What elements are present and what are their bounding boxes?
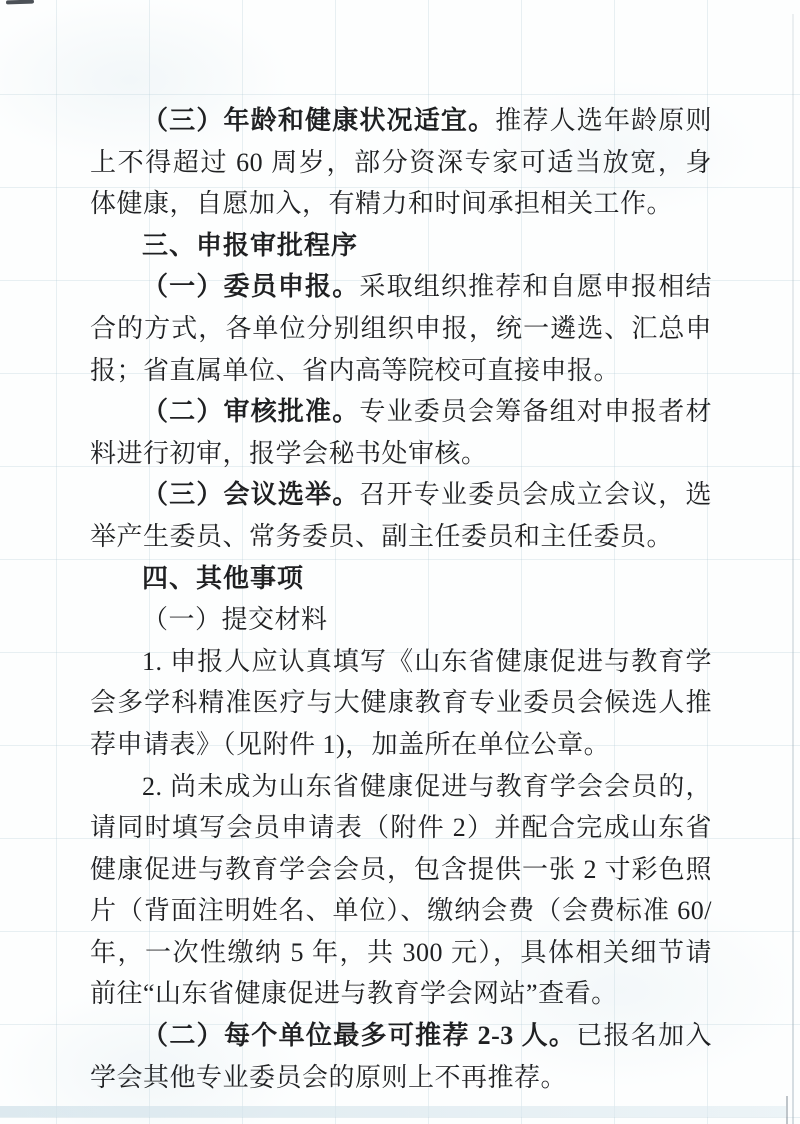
- scan-artifact-top-left-mark: [6, 0, 34, 4]
- paragraph-meeting-election: [90, 474, 712, 557]
- paragraph-review-approval: [90, 391, 712, 474]
- paragraph-recommendation-limit: [90, 1015, 712, 1098]
- paragraph-text: 已报名加入学会其他专业委员会的原则上不再推荐。: [90, 1021, 712, 1092]
- scan-artifact-right-paper-edge: [792, 14, 794, 1124]
- paragraph-text: 采取组织推荐和自愿申报相结合的方式，各单位分别组织申报，统一遴选、汇总申报；省直属单位、省内高等院校可直接申报。: [90, 272, 712, 385]
- paragraph-lead: （二）审核批准。: [142, 397, 360, 427]
- paragraph-lead: （三）会议选举。: [142, 480, 360, 510]
- paragraph-submit-materials-subheading: [90, 599, 712, 641]
- paragraph-lead: （三）年龄和健康状况适宜。: [142, 106, 496, 135]
- paragraph-lead: （二）每个单位最多可推荐 2-3 人。: [142, 1021, 577, 1051]
- paragraph-text: 推荐人选年龄原则上不得超过 60 周岁，部分资深专家可适当放宽，身体健康，自愿加入，有精力和时间承担相关工作。: [90, 106, 712, 219]
- section-heading-application-approval-procedure: 三、申报审批程序: [142, 229, 359, 260]
- scan-artifact-bottom-shadow-band: [0, 1106, 786, 1117]
- section-heading-other-matters: 四、其他事项: [142, 562, 305, 593]
- paragraph-text: （一）提交材料: [142, 605, 328, 635]
- paragraph-membership-item-2: [90, 766, 712, 1016]
- paragraph-text: 专业委员会筹备组对申报者材料进行初审，报学会秘书处审核。: [90, 397, 712, 468]
- paragraph-age-health-requirement: [90, 100, 712, 225]
- paragraph-lead: （一）委员申报。: [142, 272, 360, 302]
- paragraph-application-form-item-1: [90, 641, 712, 766]
- paragraph-text: 召开专业委员会成立会议，选举产生委员、常务委员、副主任委员和主任委员。: [90, 480, 712, 551]
- paragraph-member-application: [90, 266, 712, 391]
- document-body: [90, 100, 712, 1098]
- paragraph-text: 1. 申报人应认真填写《山东省健康促进与教育学会多学科精准医疗与大健康教育专业委员会候选人推荐申请表》（见附件 1)，加盖所在单位公章。: [90, 646, 712, 759]
- scan-artifact-bottom-right-edge: [786, 1096, 788, 1124]
- paragraph-text: 2. 尚未成为山东省健康促进与教育学会会员的，请同时填写会员申请表（附件 2）并配合完成山东省健康促进与教育学会会员，包含提供一张 2 寸彩色照片（背面注明姓名、单位）、缴纳会费（会费标准 60/年，一次性缴纳 5 年，共 300 元），具体相关细节请前往“山东省健康促进与教育学会网站”查看。: [90, 771, 712, 1009]
